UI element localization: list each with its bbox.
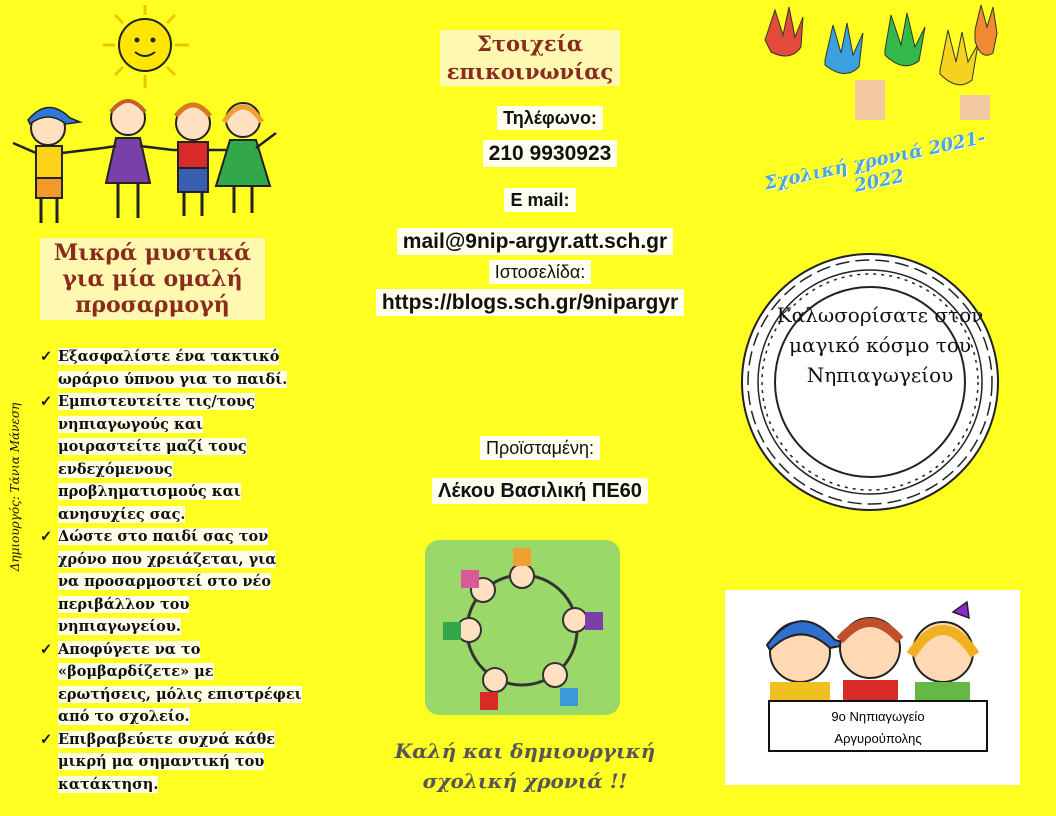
school-name-box (768, 700, 988, 752)
farewell-message: Καλή και δημιουργική σχολική χρονιά !! (394, 739, 656, 793)
contact-title: Στοιχεία επικοινωνίας (440, 30, 620, 86)
website-link[interactable]: https://blogs.sch.gr/9nipargyr (376, 289, 684, 316)
list-item (40, 526, 302, 639)
list-item (40, 639, 302, 729)
tip-text: Εξασφαλίστε ένα τακτικό ωράριο ύπνου για το παιδί. (58, 348, 288, 388)
sun-illustration (95, 0, 195, 95)
tip-text: Εμπιστευτείτε τις/τους νηπιαγωγούς και μοιραστείτε μαζί τους ενδεχόμενους προβληματισμούς και ανησυχίες σας. (58, 393, 256, 523)
head-teacher-name: Λέκου Βασιλική ΠΕ60 (432, 478, 648, 504)
painted-hands-photo (745, 0, 1010, 120)
children-circle-illustration (425, 540, 620, 715)
check-icon: ✓ (40, 730, 53, 748)
school-year-heading: Σχολική χρονιά 2021-2022 (762, 127, 988, 197)
children-holding-hands-illustration (8, 88, 278, 233)
tip-text: Αποφύγετε να το «βομβαρδίζετε» με ερωτήσεις, μόλις επιστρέφει από το σχολείο. (58, 640, 302, 725)
check-icon: ✓ (40, 348, 53, 365)
tip-text: Δώστε στο παιδί σας τον χρόνο που χρειάζεται, για να προσαρμοστεί στο νέο περιβάλλον του νηπιαγωγείου. (58, 528, 277, 635)
welcome-message: Καλωσορίσατε στον μαγικό κόσμο του Νηπιαγωγείου (776, 303, 984, 387)
adjustment-tips-list (40, 346, 302, 796)
tip-text: Επιβραβεύετε συχνά κάθε μικρή μα σημαντική του κατάκτηση. (58, 730, 276, 793)
email-label: E mail: (504, 188, 575, 212)
three-children-illustration (725, 590, 1020, 785)
website-label: Ιστοσελίδα: (489, 260, 592, 284)
phone-number[interactable]: 210 9930923 (483, 140, 618, 167)
list-item (40, 729, 302, 797)
adjustment-tips-title: Μικρά μυστικά για μία ομαλή προσαρμογή (40, 238, 265, 320)
check-icon: ✓ (40, 528, 53, 545)
list-item (40, 346, 302, 391)
phone-label: Τηλέφωνο: (497, 106, 603, 130)
check-icon: ✓ (40, 393, 53, 410)
school-location: Αργυρούπολης (834, 731, 922, 746)
email-address[interactable]: mail@9nip-argyr.att.sch.gr (397, 228, 673, 255)
creator-credit: Δημιουργός: Τάνια Μάνεση (8, 402, 22, 572)
list-item (40, 391, 302, 526)
check-icon: ✓ (40, 640, 53, 658)
school-name: 9ο Νηπιαγωγείο (831, 709, 925, 724)
head-teacher-label: Προϊσταμένη: (480, 436, 600, 460)
